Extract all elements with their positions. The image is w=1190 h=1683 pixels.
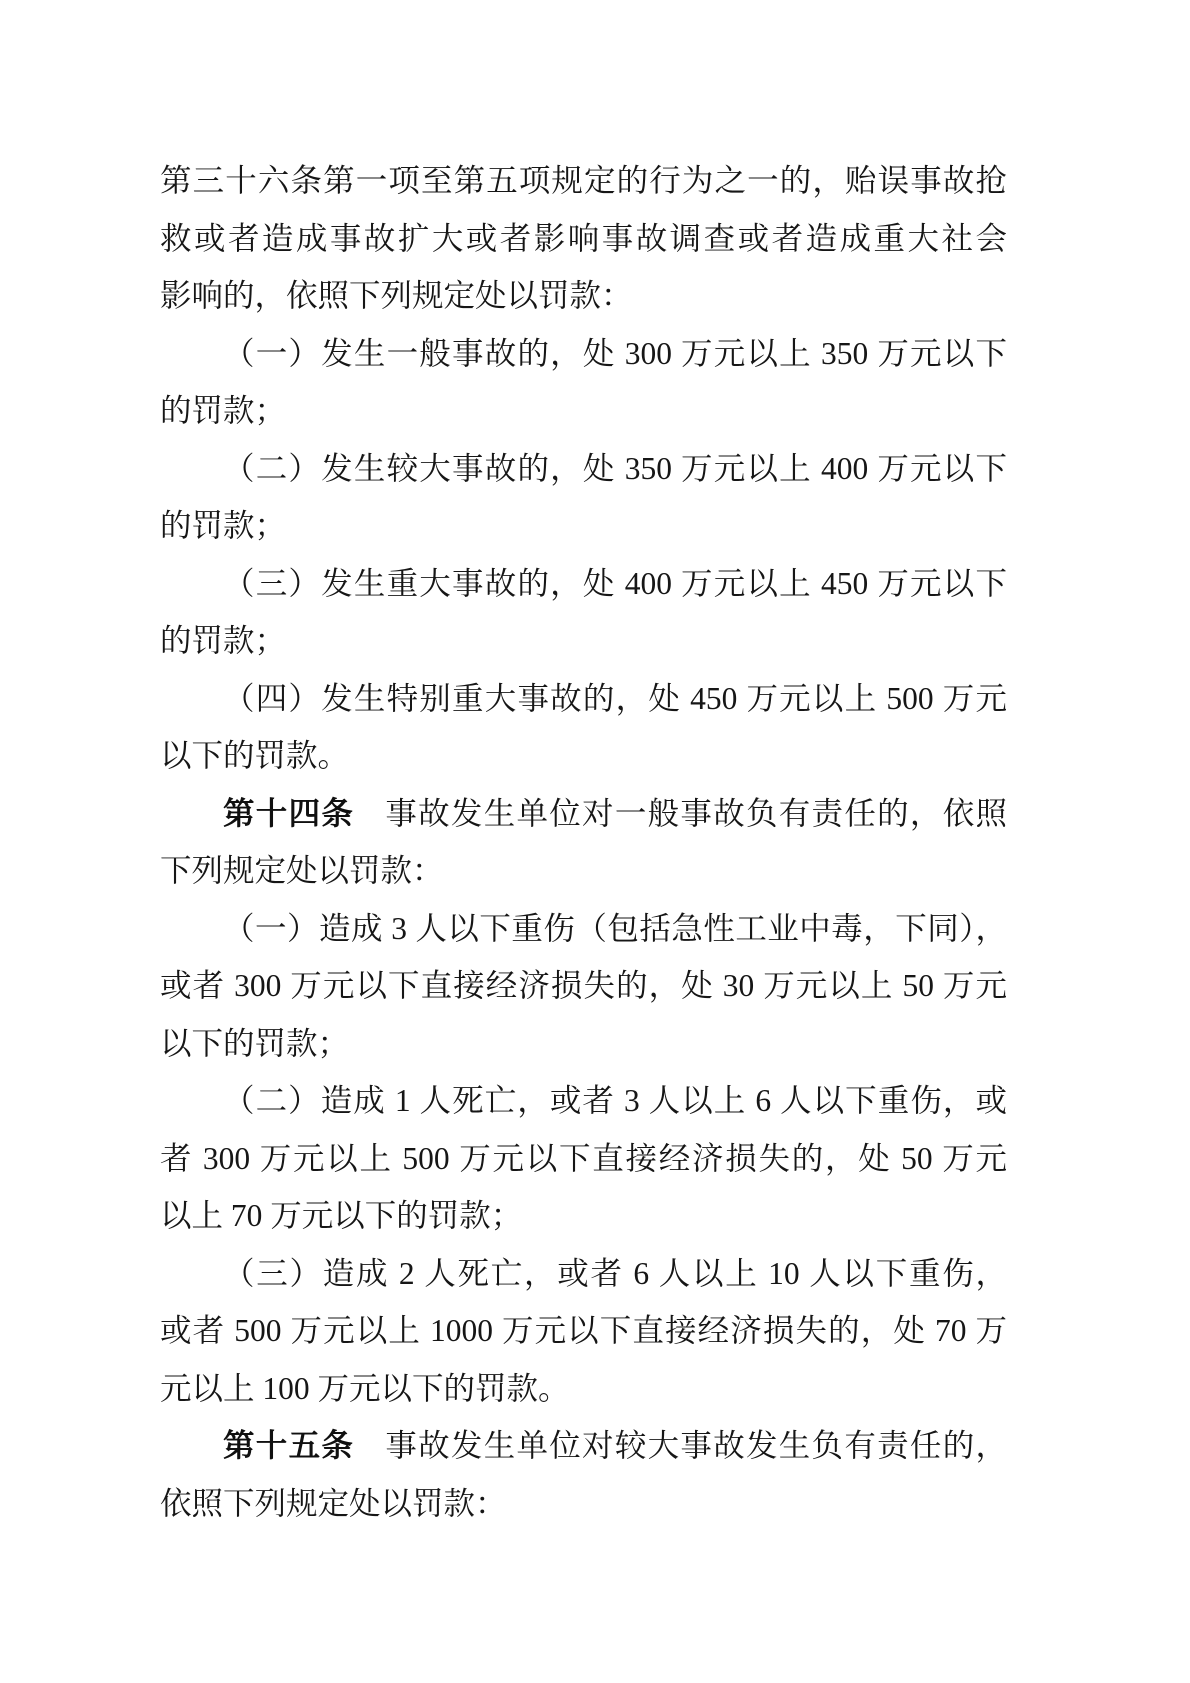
- line-text: 者 300 万元以上 500 万元以下直接经济损失的，处 50 万元: [160, 1140, 1007, 1176]
- line-text: 第三十六条第一项至第五项规定的行为之一的，贻误事故抢: [160, 163, 1007, 198]
- article-number: 第十五条: [223, 1427, 355, 1463]
- line-text: 元以上 100 万元以下的罚款。: [160, 1370, 570, 1406]
- document-line: [160, 1187, 1007, 1245]
- document-line: [160, 900, 1007, 958]
- document-line: [160, 670, 1007, 728]
- document-line: [160, 1245, 1007, 1303]
- line-text: 救或者造成事故扩大或者影响事故调查或者造成重大社会: [160, 220, 1007, 256]
- article-number: 第十四条: [223, 794, 355, 831]
- document-line: [160, 382, 1007, 440]
- document-line: [160, 727, 1007, 785]
- line-text: （一）造成 3 人以下重伤（包括急性工业中毒，下同），: [223, 910, 1007, 946]
- document-line: [160, 612, 1007, 670]
- document-line: [160, 152, 1007, 210]
- document-line: [160, 1475, 1007, 1533]
- line-text: （一）发生一般事故的，处 300 万元以上 350 万元以下: [223, 335, 1007, 371]
- line-text: 以下的罚款；: [160, 1025, 350, 1061]
- document-line: [160, 957, 1007, 1015]
- line-text: （三）造成 2 人死亡，或者 6 人以上 10 人以下重伤，: [223, 1255, 1007, 1291]
- line-text: 或者 300 万元以下直接经济损失的，处 30 万元以上 50 万元: [160, 968, 1007, 1003]
- document-line: [160, 1417, 1007, 1475]
- line-text: 或者 500 万元以上 1000 万元以下直接经济损失的，处 70 万: [160, 1313, 1007, 1348]
- document-line: [160, 1130, 1007, 1188]
- line-text: 影响的，依照下列规定处以罚款：: [160, 278, 633, 313]
- line-text: 的罚款；: [160, 508, 287, 543]
- line-text: 以下的罚款。: [160, 738, 350, 773]
- article-lead-gap: [354, 823, 384, 824]
- document-line: [160, 325, 1007, 383]
- line-text: （四）发生特别重大事故的，处 450 万元以上 500 万元: [223, 680, 1007, 716]
- document-line: [160, 497, 1007, 555]
- line-text: 下列规定处以罚款：: [160, 853, 444, 888]
- line-text: 事故发生单位对一般事故负有责任的，依照: [384, 795, 1007, 831]
- line-text: （三）发生重大事故的，处 400 万元以上 450 万元以下: [223, 565, 1007, 601]
- document-line: [160, 1072, 1007, 1130]
- line-text: （二）发生较大事故的，处 350 万元以上 400 万元以下: [223, 450, 1007, 486]
- document-line: [160, 1360, 1007, 1418]
- line-text: （二）造成 1 人死亡，或者 3 人以上 6 人以下重伤，或: [223, 1083, 1007, 1118]
- document-line: [160, 842, 1007, 900]
- document-text-block: [160, 152, 1007, 1532]
- document-line: [160, 555, 1007, 613]
- line-text: 的罚款；: [160, 623, 287, 658]
- line-text: 的罚款；: [160, 393, 287, 428]
- document-line: [160, 1015, 1007, 1073]
- document-line: [160, 210, 1007, 268]
- document-line: [160, 440, 1007, 498]
- line-text: 依照下列规定处以罚款：: [160, 1485, 507, 1521]
- document-line: [160, 267, 1007, 325]
- line-text: 事故发生单位对较大事故发生负有责任的，: [384, 1428, 1007, 1463]
- line-text: 以上 70 万元以下的罚款；: [160, 1198, 523, 1233]
- article-lead-gap: [354, 1455, 384, 1456]
- document-line: [160, 785, 1007, 843]
- document-line: [160, 1302, 1007, 1360]
